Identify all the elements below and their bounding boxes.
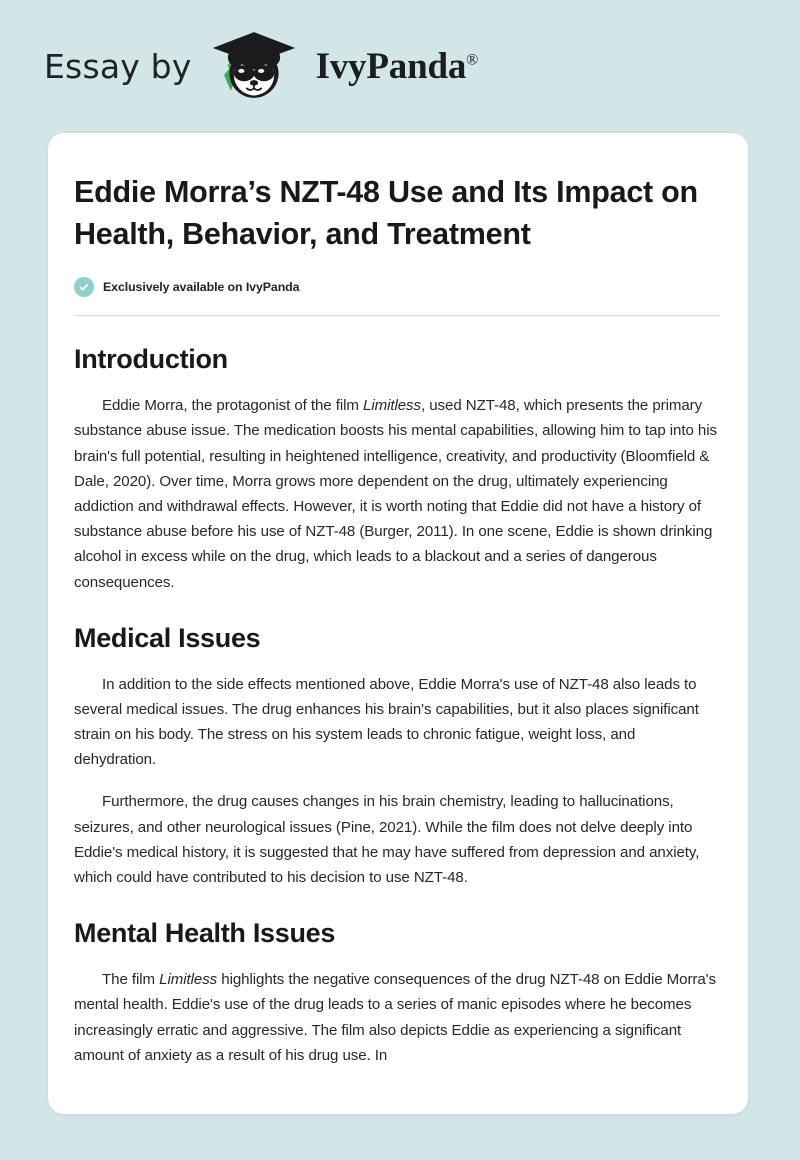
check-circle-icon <box>74 277 94 297</box>
text-run: Furthermore, the drug causes changes in his brain chemistry, leading to hallucinations, seizures, and other neurological issues (Pine, 2021). While the film does not delve deeply into Eddie's medical history, it is suggested that he may have suffered from depression and anxiety, which could have contributed to his decision to use NZT-48. <box>74 793 700 887</box>
text-run: highlights the negative consequences of the drug NZT-48 on Eddie Morra's mental health. Eddie's use of the drug leads to a series of manic episodes where he becomes increasingly erratic and aggressive. The film also depicts Eddie as experiencing a significant amount of anxiety as a result of his drug use. In <box>74 971 716 1064</box>
wordmark-text: IvyPanda <box>315 46 467 87</box>
text-run: , used NZT-48, which presents the primary substance abuse issue. The medication boosts his mental capabilities, allowing him to tap into his brain's full potential, resulting in heightened intelligence, creativity, and productivity (Bloomfield & Dale, 2020). Over time, Morra grows more dependent on the drug, ultimately experiencing addiction and withdrawal effects. However, it is worth noting that Eddie did not have a history of substance abuse before his use of NZT-48 (Burger, 2011). In one scene, Eddie is shown drinking alcohol in excess while on the drug, which leads to a blackout and a series of dangerous consequences. <box>74 397 717 591</box>
body-paragraph <box>74 393 720 595</box>
paragraph-group <box>74 393 720 595</box>
ivypanda-wordmark <box>316 48 479 85</box>
paragraph-group <box>74 672 720 891</box>
essay-card <box>48 133 748 1114</box>
section-heading: Mental Health Issues <box>74 918 336 949</box>
italic-title: Limitless <box>363 397 421 415</box>
availability-badge <box>74 277 720 297</box>
panda-graduate-icon <box>206 29 302 105</box>
text-run: Eddie Morra, the protagonist of the film <box>102 397 363 415</box>
registered-mark: ® <box>466 51 479 69</box>
brand-header <box>0 0 800 133</box>
brand-lockup[interactable] <box>44 29 478 105</box>
title-divider <box>74 315 720 316</box>
essay-body <box>74 343 720 1068</box>
page-title: Eddie Morra’s NZT-48 Use and Its Impact on Health, Behavior, and Treatment <box>74 175 698 252</box>
section-heading: Medical Issues <box>74 622 261 653</box>
essay-by-label: Essay by <box>44 47 192 86</box>
availability-label: Exclusively available on IvyPanda <box>103 280 300 295</box>
body-paragraph <box>74 789 720 890</box>
text-run: In addition to the side effects mentioned above, Eddie Morra's use of NZT-48 also leads to several medical issues. The drug enhances his brain's capabilities, but it also places significant strain on his body. The stress on his system leads to chronic fatigue, weight loss, and dehydration. <box>74 675 699 769</box>
section-heading: Introduction <box>74 344 228 375</box>
body-paragraph <box>74 672 720 773</box>
paragraph-group <box>74 967 720 1068</box>
text-run: The film <box>102 971 160 989</box>
body-paragraph <box>74 967 720 1068</box>
italic-title: Limitless <box>159 971 218 989</box>
